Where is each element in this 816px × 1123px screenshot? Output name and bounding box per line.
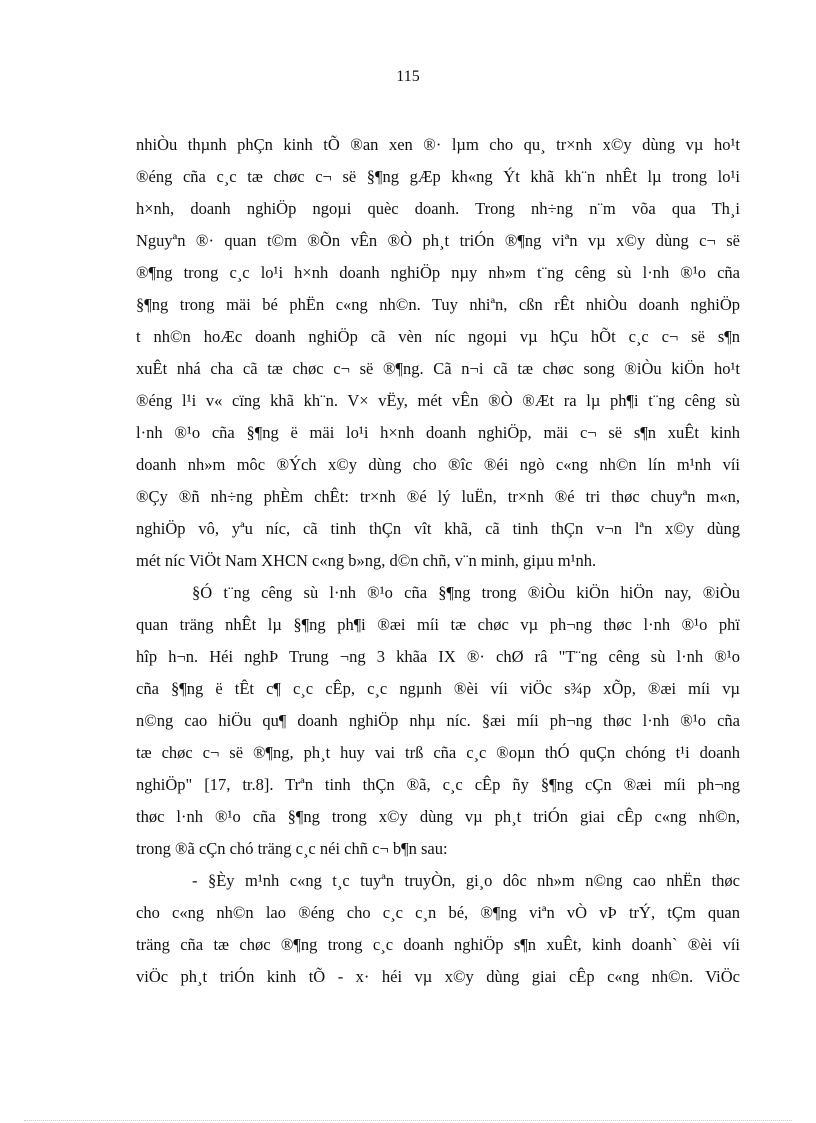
text-line: §Ó t¨ng cêng sù l·nh ®¹o cña §¶ng trong ®iÒu kiÖn hiÖn nay, ®iÒu — [192, 583, 740, 602]
text-line: ®Çy ®ñ nh÷ng phÈm chÊt: tr×nh ®é lý luËn, tr×nh ®é tri thøc chuyªn m«n, — [136, 487, 740, 506]
text-line: ®éng l¹i v« cïng khã kh¨n. V× vËy, mét vÊn ®Ò ®Æt ra lµ ph¶i t¨ng cêng sù — [136, 391, 740, 410]
text-line: doanh nh»m môc ®Ých x©y dùng cho ®îc ®éi ngò c«ng nh©n lín m¹nh víi — [136, 455, 740, 474]
page-number: 115 — [396, 68, 420, 85]
text-line: xuÊt nhá cha cã tæ chøc c¬ së ®¶ng. Cã n¬i cã tæ chøc song ®iÒu kiÖn ho¹t — [136, 359, 740, 378]
text-line: trong ®ã cÇn chó träng c¸c néi chñ c¬ b¶n sau: — [136, 839, 448, 858]
text-line: mét níc ViÖt Nam XHCN c«ng b»ng, d©n chñ, v¨n minh, giµu m¹nh. — [136, 551, 597, 570]
text-line: nghiÖp vô, yªu níc, cã tinh thÇn vît khã, cã tinh thÇn v¬n lªn x©y dùng — [136, 519, 740, 538]
text-line: cña §¶ng ë tÊt c¶ c¸c cÊp, c¸c ngµnh ®èi víi viÖc s¾p xÕp, ®æi míi vµ — [136, 679, 740, 698]
text-line: thøc l·nh ®¹o cña §¶ng trong x©y dùng vµ ph¸t triÓn giai cÊp c«ng nh©n, — [136, 807, 740, 826]
text-line: quan träng nhÊt lµ §¶ng ph¶i ®æi míi tæ chøc vµ ph¬ng thøc l·nh ®¹o phï — [136, 615, 740, 634]
text-line: cho c«ng nh©n lao ®éng cho c¸c c¸n bé, ®¶ng viªn vÒ vÞ trÝ, tÇm quan — [136, 903, 740, 922]
text-line: t nh©n hoÆc doanh nghiÖp cã vèn níc ngoµi vµ hÇu hÕt c¸c c¬ së s¶n — [136, 327, 740, 346]
body-text — [136, 129, 740, 993]
footer-divider — [24, 1120, 792, 1121]
text-line: l·nh ®¹o cña §¶ng ë mäi lo¹i h×nh doanh nghiÖp, mäi c¬ së s¶n xuÊt kinh — [136, 423, 740, 442]
text-line: h×nh, doanh nghiÖp ngoµi quèc doanh. Trong nh÷ng n¨m võa qua Th¸i — [136, 199, 740, 218]
text-line: §¶ng trong mäi bé phËn c«ng nh©n. Tuy nhiªn, cßn rÊt nhiÒu doanh nghiÖp — [136, 295, 740, 314]
text-line: träng cña tæ chøc ®¶ng trong c¸c doanh nghiÖp s¶n xuÊt, kinh doanh` ®èi víi — [136, 935, 740, 954]
text-line: nghiÖp" [17, tr.8]. Trªn tinh thÇn ®ã, c¸c cÊp ñy §¶ng cÇn ®æi míi ph¬ng — [136, 775, 740, 794]
text-line: Nguyªn ®· quan t©m ®Õn vÊn ®Ò ph¸t triÓn ®¶ng viªn vµ x©y dùng c¬ së — [136, 231, 740, 250]
text-line: nhiÒu thµnh phÇn kinh tÕ ®an xen ®· lµm cho qu¸ tr×nh x©y dùng vµ ho¹t — [136, 135, 740, 154]
text-line: hîp h¬n. Héi nghÞ Trung ¬ng 3 khãa IX ®· chØ râ "T¨ng cêng sù l·nh ®¹o — [136, 647, 740, 666]
text-line: - §Èy m¹nh c«ng t¸c tuyªn truyÒn, gi¸o dôc nh»m n©ng cao nhËn thøc — [192, 871, 740, 890]
text-line: ®éng cña c¸c tæ chøc c¬ së §¶ng gÆp kh«ng Ýt khã kh¨n nhÊt lµ trong lo¹i — [136, 167, 740, 186]
text-line: viÖc ph¸t triÓn kinh tÕ - x· héi vµ x©y dùng giai cÊp c«ng nh©n. ViÖc — [136, 967, 740, 986]
text-line: ®¶ng trong c¸c lo¹i h×nh doanh nghiÖp nµy nh»m t¨ng cêng sù l·nh ®¹o cña — [136, 263, 740, 282]
text-line: n©ng cao hiÖu qu¶ doanh nghiÖp nhµ níc. §æi míi ph¬ng thøc l·nh ®¹o cña — [136, 711, 740, 730]
text-line: tæ chøc c¬ së ®¶ng, ph¸t huy vai trß cña c¸c ®oµn thÓ quÇn chóng t¹i doanh — [136, 743, 740, 762]
